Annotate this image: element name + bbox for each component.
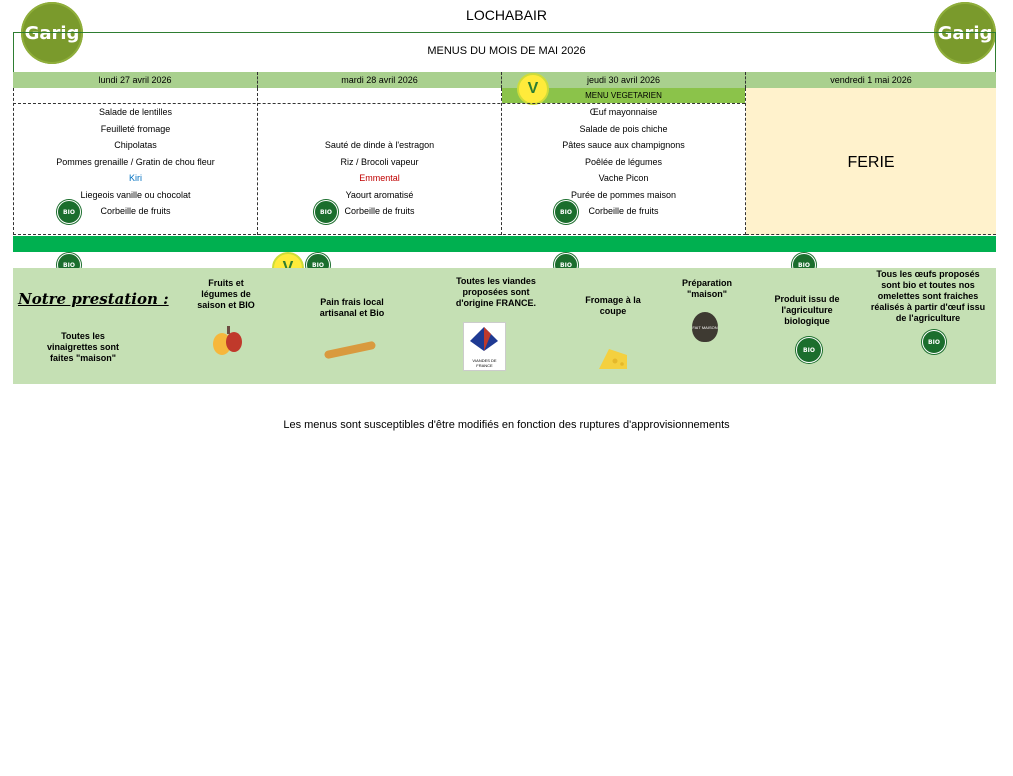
menu-item: Corbeille de fruits bbox=[588, 206, 659, 216]
pain-text: Pain frais local artisanal et Bio bbox=[319, 297, 385, 318]
menu-item: Emmental bbox=[359, 173, 400, 183]
bio-icon: BIO bbox=[792, 253, 816, 277]
bread-icon bbox=[322, 338, 378, 362]
page-title: LOCHABAIR bbox=[466, 7, 547, 23]
fromage-text: Fromage à la coupe bbox=[585, 295, 641, 316]
menu-item: Salade de pois chiche bbox=[579, 123, 668, 134]
vegetarian-menu-label: MENU VEGETARIEN bbox=[502, 88, 745, 103]
menu-item: Vache Picon bbox=[598, 173, 649, 183]
bio-icon: BIO bbox=[57, 253, 81, 277]
day-header-thursday: jeudi 30 avril 2026 bbox=[502, 72, 746, 88]
menu-item bbox=[258, 104, 501, 121]
fruits-icon bbox=[210, 322, 244, 358]
footer-notice: Les menus sont susceptibles d'être modifiés en fonction des ruptures d'approvisionnements bbox=[283, 419, 730, 431]
menu-item bbox=[258, 121, 501, 138]
bio-icon: BIO bbox=[922, 330, 946, 354]
fait-maison-icon: FAIT MAISON bbox=[692, 312, 718, 342]
bio-icon: BIO bbox=[306, 253, 330, 277]
green-separator-bar bbox=[13, 236, 996, 252]
menu-item: Yaourt aromatisé bbox=[345, 189, 414, 200]
menu-item: Riz / Brocoli vapeur bbox=[340, 156, 419, 167]
menu-item: Liegeois vanille ou chocolat bbox=[80, 189, 191, 200]
day-header-monday: lundi 27 avril 2026 bbox=[13, 72, 258, 88]
ferie-label: FERIE bbox=[847, 154, 895, 171]
viandes-de-france-icon: VIANDES DE FRANCE bbox=[463, 322, 506, 371]
menu-item: Œuf mayonnaise bbox=[589, 107, 658, 117]
menu-item: Poêlée de légumes bbox=[584, 156, 663, 167]
oeufs-text: Tous les œufs proposés sont bio et toutes nos omelettes sont fraiches réalisés à partir d'œuf issu de l'agriculture bbox=[870, 269, 986, 323]
menu-item: Salade de lentilles bbox=[98, 107, 173, 117]
bio-icon: BIO bbox=[554, 253, 578, 277]
fruits-text: Fruits et légumes de saison et BIO bbox=[197, 278, 255, 310]
logo-text: Garig bbox=[24, 22, 80, 44]
table-bottom-line bbox=[13, 234, 746, 235]
preparation-text: Préparation "maison" bbox=[681, 278, 732, 299]
menu-item: Sauté de dinde à l'estragon bbox=[324, 140, 435, 150]
menu-column-monday bbox=[13, 88, 258, 235]
prestation-title: Notre prestation : bbox=[18, 290, 169, 308]
bio-icon: BIO bbox=[796, 337, 822, 363]
menu-item: Pommes grenaille / Gratin de chou fleur bbox=[56, 156, 215, 167]
menu-item: Chipolatas bbox=[114, 140, 157, 150]
bio-icon: BIO bbox=[314, 200, 338, 224]
menu-item: Purée de pommes maison bbox=[570, 189, 677, 200]
menu-item: Pâtes sauce aux champignons bbox=[562, 140, 685, 150]
cheese-icon bbox=[597, 343, 629, 375]
menu-column-tuesday bbox=[258, 88, 502, 235]
day-header-friday: vendredi 1 mai 2026 bbox=[746, 72, 996, 88]
menu-item: Corbeille de fruits bbox=[344, 206, 415, 216]
menu-item: Feuilleté fromage bbox=[100, 123, 171, 134]
vinaigrettes-text: Toutes les vinaigrettes sont faites "maison" bbox=[46, 331, 120, 363]
menu-item: Kiri bbox=[129, 173, 142, 183]
viandes-text: Toutes les viandes proposées sont d'origine FRANCE. bbox=[455, 276, 537, 308]
day-header-tuesday: mardi 28 avril 2026 bbox=[258, 72, 502, 88]
menu-item: Corbeille de fruits bbox=[100, 206, 171, 216]
page-subtitle: MENUS DU MOIS DE MAI 2026 bbox=[427, 45, 586, 57]
logo-text: Garig bbox=[937, 22, 993, 44]
menu-column-thursday bbox=[502, 88, 746, 235]
produit-bio-text: Produit issu de l'agriculture biologique bbox=[774, 294, 840, 326]
friday-holiday-cell bbox=[746, 88, 996, 235]
bio-icon: BIO bbox=[57, 200, 81, 224]
vegetarian-logo-icon: V bbox=[517, 73, 549, 105]
bio-icon: BIO bbox=[554, 200, 578, 224]
